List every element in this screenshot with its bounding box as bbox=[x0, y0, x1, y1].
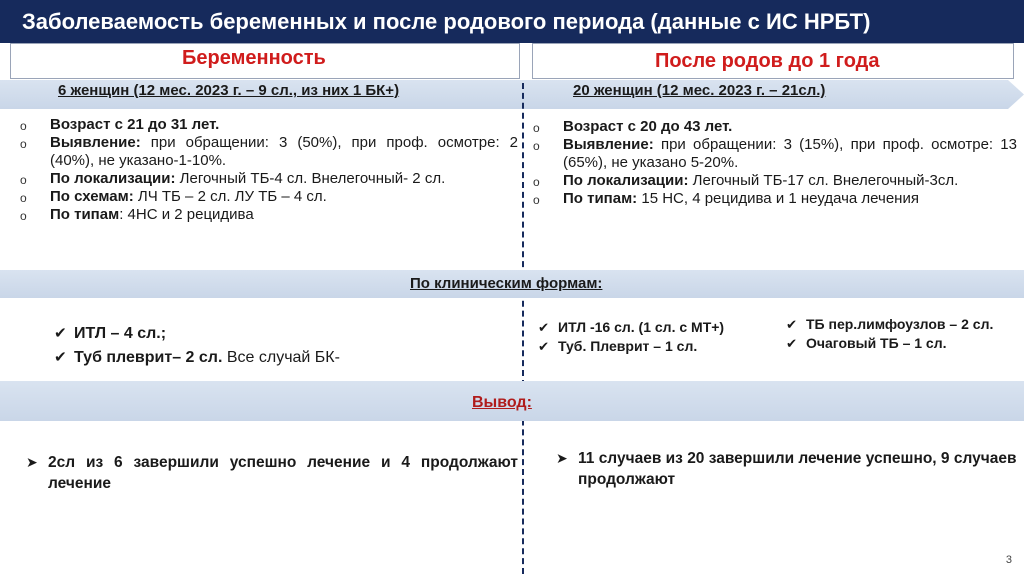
list-item: o По схемам: ЛЧ ТБ – 2 сл. ЛУ ТБ – 4 сл. bbox=[18, 188, 518, 206]
page-number: 3 bbox=[1005, 554, 1012, 566]
column-divider bbox=[522, 83, 524, 574]
list-item: o Выявление: при обращении: 3 (50%), при проф. осмотре: 2 (40%), не указано-1-10%. bbox=[18, 134, 518, 170]
list-item: o Возраст с 21 до 31 лет. bbox=[18, 116, 518, 134]
slide-title: Заболеваемость беременных и после родового периода (данные с ИС НРБТ) bbox=[0, 0, 1024, 43]
left-clinical-list bbox=[52, 322, 472, 370]
list-item: ✔ Туб. Плеврит – 1 сл. bbox=[536, 337, 776, 356]
left-heading: Беременность bbox=[182, 47, 326, 69]
list-item: o По локализации: Легочный ТБ-17 сл. Внелегочный-3сл. bbox=[531, 172, 1017, 190]
left-conclusion: ➤ 2сл из 6 завершили успешно лечение и 4 продолжают лечение bbox=[26, 454, 518, 492]
clinical-title: По клиническим формам: bbox=[410, 275, 603, 292]
list-item: ✔ ИТЛ – 4 сл.; bbox=[52, 322, 472, 346]
list-item: ✔ Очаговый ТБ – 1 сл. bbox=[784, 334, 1014, 353]
arrow-bullet-icon: ➤ bbox=[556, 450, 568, 466]
list-item: o По типам: 15 НС, 4 рецидива и 1 неудача лечения bbox=[531, 190, 1017, 208]
left-summary: 6 женщин (12 мес. 2023 г. – 9 сл., из них 1 БК+) bbox=[58, 82, 400, 99]
right-conclusion: ➤ 11 случаев из 20 завершили лечение успешно, 9 случаев продолжают bbox=[556, 450, 1017, 488]
left-details-list bbox=[18, 116, 518, 224]
list-item: ✔ ТБ пер.лимфоузлов – 2 сл. bbox=[784, 315, 1014, 334]
right-summary: 20 женщин (12 мес. 2023 г. – 21сл.) bbox=[573, 82, 826, 99]
list-item: o По локализации: Легочный ТБ-4 сл. Внелегочный- 2 сл. bbox=[18, 170, 518, 188]
right-heading: После родов до 1 года bbox=[655, 50, 880, 72]
conclusion-title: Вывод: bbox=[472, 394, 532, 411]
list-item: ✔ ИТЛ -16 сл. (1 сл. с МТ+) bbox=[536, 318, 776, 337]
right-details-list bbox=[531, 118, 1017, 208]
list-item: o Выявление: при обращении: 3 (15%), при проф. осмотре: 13 (65%), не указано 5-20%. bbox=[531, 136, 1017, 172]
list-item: ✔ Туб плеврит– 2 сл. Все случай БК- bbox=[52, 346, 472, 370]
list-item: o По типам: 4НС и 2 рецидива bbox=[18, 206, 518, 224]
arrow-bullet-icon: ➤ bbox=[26, 454, 38, 470]
right-clinical-list-1 bbox=[536, 318, 776, 356]
list-item: o Возраст с 20 до 43 лет. bbox=[531, 118, 1017, 136]
right-clinical-list-2 bbox=[784, 315, 1014, 353]
